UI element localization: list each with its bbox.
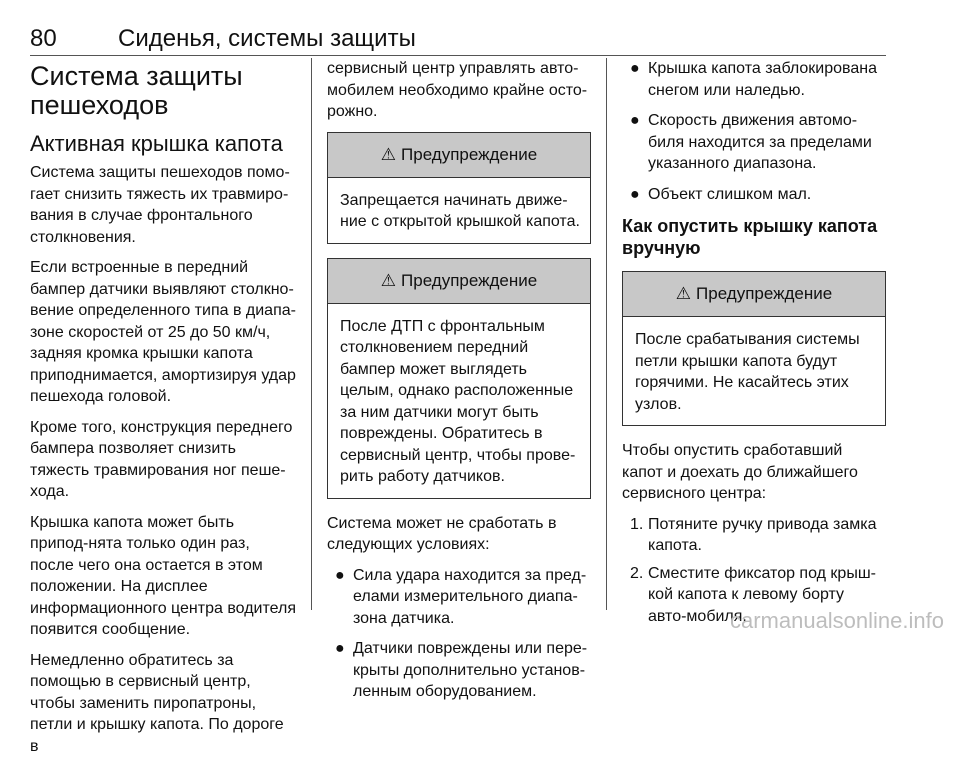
paragraph: Система может не сработать в следующих условиях: bbox=[327, 514, 557, 553]
list-item-text: Крышка капота заблокирована снегом или наледью. bbox=[648, 60, 877, 99]
step-number: 1. bbox=[630, 515, 644, 533]
list-item bbox=[622, 58, 886, 101]
list-item-text: Потяните ручку привода замка капота. bbox=[648, 515, 877, 554]
paragraph: сервисный центр управлять авто-мобилем необходимо крайне осто-рожно. bbox=[327, 60, 588, 120]
column-2 bbox=[327, 58, 591, 712]
list-item bbox=[622, 110, 886, 175]
bullet-icon: ● bbox=[335, 566, 345, 584]
list-item bbox=[327, 638, 591, 703]
paragraph: Немедленно обратитесь за помощью в сервисный центр, чтобы заменить пиропатроны, петли и крышку капота. По дороге в bbox=[30, 651, 284, 755]
bullet-icon: ● bbox=[630, 60, 640, 77]
bullet-icon: ● bbox=[630, 112, 640, 129]
list-item-text: Датчики повреждены или пере-крыты дополнительно установ-ленным оборудованием. bbox=[353, 640, 588, 700]
column-divider-1 bbox=[311, 58, 312, 610]
warning-triangle-icon: ⚠ bbox=[675, 284, 692, 304]
warning-triangle-icon: ⚠ bbox=[380, 144, 397, 164]
list-item bbox=[622, 184, 886, 206]
watermark: carmanualsonline.info bbox=[729, 608, 944, 633]
page-header bbox=[30, 26, 886, 52]
bullet-list bbox=[622, 58, 886, 205]
warning-box bbox=[327, 258, 591, 499]
list-item bbox=[327, 565, 591, 630]
warning-text: Запрещается начинать движе-ние с открытой крышкой капота. bbox=[340, 191, 580, 230]
column-divider-2 bbox=[606, 58, 607, 610]
header-divider bbox=[30, 55, 886, 56]
warning-box bbox=[622, 271, 886, 426]
warning-header bbox=[328, 259, 590, 304]
warning-text: После срабатывания системы петли крышки капота будут горячими. Не касайтесь этих узлов. bbox=[635, 331, 860, 413]
warning-header bbox=[623, 272, 885, 317]
warning-header bbox=[328, 133, 590, 178]
section-title: Система защиты пешеходов bbox=[30, 61, 243, 120]
chapter-title: Сиденья, системы защиты bbox=[118, 25, 416, 52]
warning-title: Предупреждение bbox=[696, 284, 833, 304]
step-number: 2. bbox=[630, 564, 644, 582]
subsection-heading: Как опустить крышку капота вручную bbox=[622, 216, 878, 258]
warning-box bbox=[327, 132, 591, 244]
paragraph: Система защиты пешеходов помо-гает снизить тяжесть их травмиро-вания в случае фронтального столкновения. bbox=[30, 164, 290, 246]
list-item-text: Объект слишком мал. bbox=[648, 185, 812, 203]
warning-triangle-icon: ⚠ bbox=[380, 270, 397, 290]
warning-text: После ДТП с фронтальным столкновением передний бампер может выглядеть целым, однако расположенные за ним датчики могут быть повреждены. Обратитесь в сервисный центр, чтобы прове-рить работу датчиков. bbox=[340, 317, 576, 485]
page-number: 80 bbox=[30, 25, 57, 52]
bullet-icon: ● bbox=[630, 185, 640, 203]
warning-title: Предупреждение bbox=[401, 144, 538, 164]
list-item-text: Сместите фиксатор под крыш-кой капота к левому борту авто-мобиля. bbox=[648, 564, 876, 625]
list-item-text: Сила удара находится за пред-елами измерительного диапа-зона датчика. bbox=[353, 566, 587, 627]
paragraph: Если встроенные в передний бампер датчики выявляют столкно-вение определенного типа в диапа-зоне скоростей от 25 до 50 км/ч, задняя кромка крышки капота приподнимается, амортизируя удар пешехода головой. bbox=[30, 259, 296, 405]
list-item bbox=[622, 514, 886, 557]
column-1 bbox=[30, 58, 296, 766]
paragraph: Крышка капота может быть припод-нята только один раз, после чего она остается в этом положении. На дисплее информационного центра водителя появится сообщение. bbox=[30, 513, 296, 638]
column-3 bbox=[622, 58, 886, 633]
warning-title: Предупреждение bbox=[401, 270, 538, 290]
paragraph: Чтобы опустить сработавший капот и доехать до ближайшего сервисного центра: bbox=[622, 442, 858, 502]
list-item-text: Скорость движения автомо-биля находится за пределами указанного диапазона. bbox=[648, 112, 872, 172]
section-subtitle: Активная крышка капота bbox=[30, 131, 283, 156]
bullet-icon: ● bbox=[335, 640, 345, 657]
bullet-list bbox=[327, 565, 591, 703]
paragraph: Кроме того, конструкция переднего бампера позволяет снизить тяжесть травмирования ног пеше-хода. bbox=[30, 418, 293, 500]
